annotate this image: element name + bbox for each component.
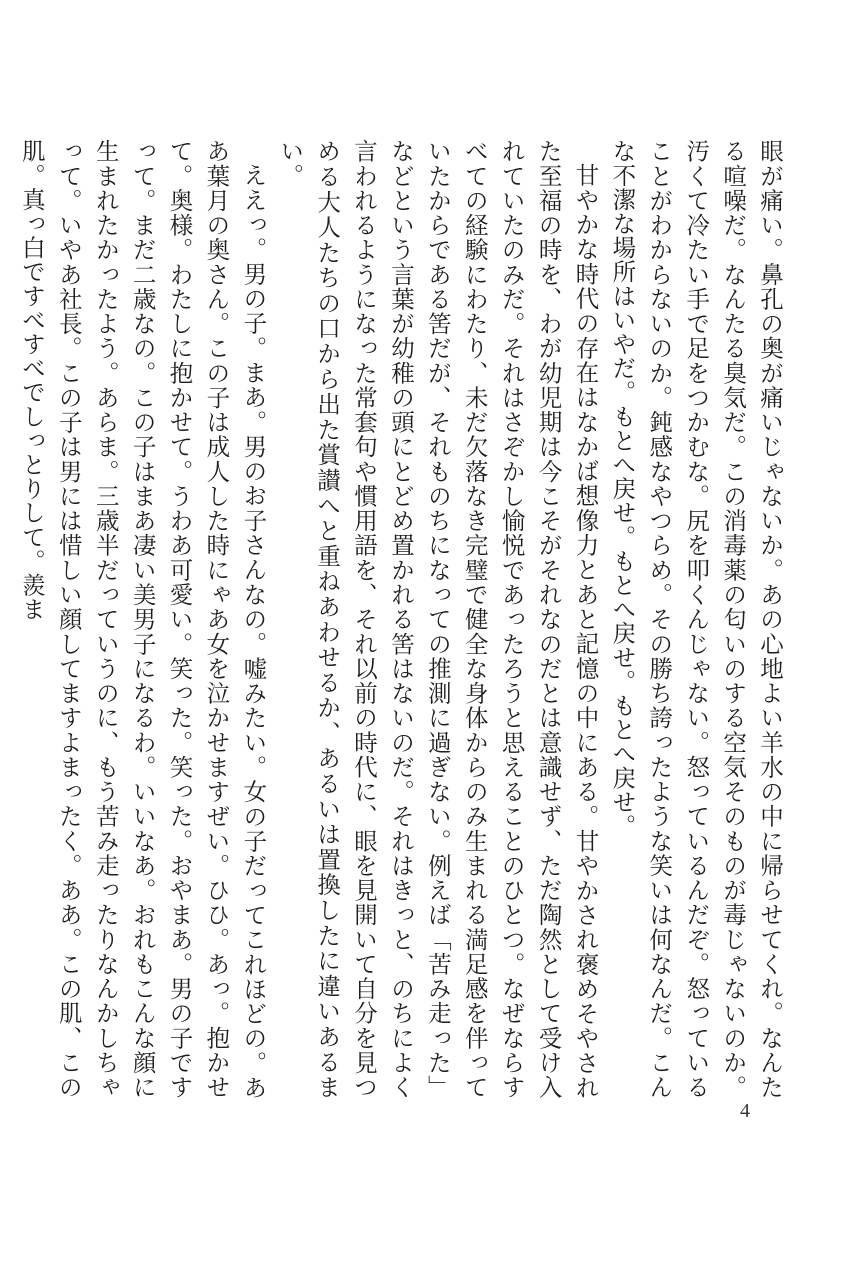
- vertical-text-body: [17, 139, 788, 1099]
- paragraph-3: ええっ。男の子。まあ。男のお子さんなの。嘘みたい。女の子だってこれほどの。ああ葉月の奥さん。この子は成人した時にゃあ女を泣かせますぜい。ひひ。あっ。抱かせて。奥様。わたしに抱かせて。うわあ可愛い。笑った。笑った。おやまあ。男の子ですって。まだ二歳なの。この子はまあ凄い美男子になるわ。いいなあ。おれもこんな顔に生まれたかったよう。あらま。三歳半だっていうのに、もう苦み走ったりなんかしちゃって。いやあ社長。この子は男には惜しい顔してますよまったく。ああ。この肌、この肌。真っ白ですべすべでしっとりして。羨ま: [17, 139, 268, 1099]
- paragraph-1: 眼が痛い。鼻孔の奥が痛いじゃないか。あの心地よい羊水の中に帰らせてくれ。なんたる喧噪だ。なんたる臭気だ。この消毒薬の匂いのする空気そのものが毒じゃないのか。汚くて冷たい手で足をつかむな。尻を叩くんじゃない。怒っているんだぞ。怒っていることがわからないのか。鈍感なやつらめ。その勝ち誇ったような笑いは何なんだ。こんな不潔な場所はいやだ。もとへ戻せ。もとへ戻せ。もとへ戻せ。: [608, 139, 784, 1099]
- page-number: 4: [740, 1100, 750, 1122]
- paragraph-2: 甘やかな時代の存在はなかば想像力とあと記憶の中にある。甘やかされ褒めそやされた至福の時を、わが幼児期は今こそがそれなのだとは意識せず、ただ陶然として受け入れていたのみだ。それはさぞかし愉悦であったろうと思えることのひとつ。なぜならすべての経験にわたり、未だ欠落なき完璧で健全な身体からのみ生まれる満足感を伴っていたからである筈だが、それものちになっての推測に過ぎない。例えば「苦み走った」などという言葉が幼稚の頭にとどめ置かれる筈はないのだ。それはきっと、のちによく言われるようになった常套句や慣用語を、それ以前の時代に、眼を見開いて自分を見つめる大人たちの口から出た賞讃へと重ねあわせるか、あるいは置換したに違いあるまい。: [276, 139, 600, 1099]
